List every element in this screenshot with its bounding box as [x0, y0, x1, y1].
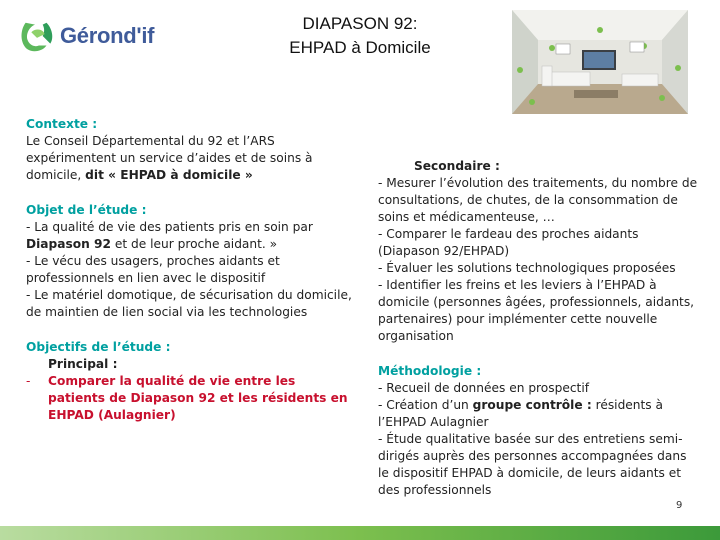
secondaire-label: Secondaire : — [414, 159, 500, 173]
methodologie-heading: Méthodologie : — [378, 364, 482, 378]
objet-heading: Objet de l’étude : — [26, 203, 147, 217]
page-title — [225, 12, 495, 60]
secondaire-item-3: - Évaluer les solutions technologiques proposées — [378, 261, 676, 275]
contexte-heading: Contexte : — [26, 117, 98, 131]
principal-label: Principal : — [48, 357, 118, 371]
objectifs-heading: Objectifs de l’étude : — [26, 340, 171, 354]
principal-item — [26, 373, 356, 424]
objet-item-3: - Le matériel domotique, de sécurisation du domicile, de maintien de lien social via les technologies — [26, 288, 352, 319]
left-column — [26, 116, 356, 424]
objet-item-2: - Le vécu des usagers, proches aidants et professionnels en lien avec le dispositif — [26, 254, 280, 285]
title-line-1: DIAPASON 92: — [302, 14, 418, 33]
right-column — [378, 158, 698, 499]
methodo-item-2-bold: groupe contrôle : — [472, 398, 592, 412]
logo-text: Gérond'if — [60, 23, 155, 48]
objet-item-1-text: - La qualité de vie des patients pris en soin par — [26, 220, 313, 234]
secondaire-item-1: - Mesurer l’évolution des traitements, du nombre de consultations, de chutes, de la consommation de soins et médicamenteuse, … — [378, 176, 698, 224]
living-room-photo — [512, 10, 688, 114]
methodo-item-3: - Étude qualitative basée sur des entretiens semi-dirigés auprès des personnes accompagnées dans le dispositif EHPAD à domicile, de leurs aidants et des professionnels — [378, 432, 687, 497]
methodo-item-2-tail: résidents à l’EHPAD Aulagnier — [378, 398, 663, 429]
secondaire-item-2: - Comparer le fardeau des proches aidants (Diapason 92/EHPAD) — [378, 227, 639, 258]
objet-section — [26, 202, 356, 321]
methodo-item-2 — [378, 397, 698, 431]
contexte-text: Le Conseil Départemental du 92 et l’ARS expérimentent un service d’aides et de soins à domicile, — [26, 134, 313, 182]
contexte-bold: dit « EHPAD à domicile » — [85, 168, 253, 182]
contexte-paragraph — [26, 133, 356, 184]
gerondif-logo-icon — [18, 17, 56, 55]
secondaire-section — [378, 158, 698, 345]
methodo-item-2-text: - Création d’un — [378, 398, 473, 412]
methodo-item-1: - Recueil de données en prospectif — [378, 381, 590, 395]
principal-text: Comparer la qualité de vie entre les patients de Diapason 92 et les résidents en EHPAD (Aulagnier) — [48, 374, 348, 422]
contexte-section — [26, 116, 356, 184]
objectifs-section — [26, 339, 356, 424]
logo — [18, 16, 168, 56]
secondaire-item-4: - Identifier les freins et les leviers à l’EHPAD à domicile (personnes âgées, professionnels, aidants, partenaires) pour implémenter cette nouvelle organisation — [378, 278, 695, 343]
methodologie-section — [378, 363, 698, 499]
title-line-2: EHPAD à Domicile — [289, 38, 431, 57]
bottom-green-bar — [0, 526, 720, 540]
objet-item-1-tail: et de leur proche aidant. » — [110, 237, 278, 251]
principal-dash: - — [26, 374, 31, 388]
page-number: 9 — [676, 500, 683, 511]
objet-item-1-bold: Diapason 92 — [26, 237, 111, 251]
objet-item-1 — [26, 219, 356, 253]
